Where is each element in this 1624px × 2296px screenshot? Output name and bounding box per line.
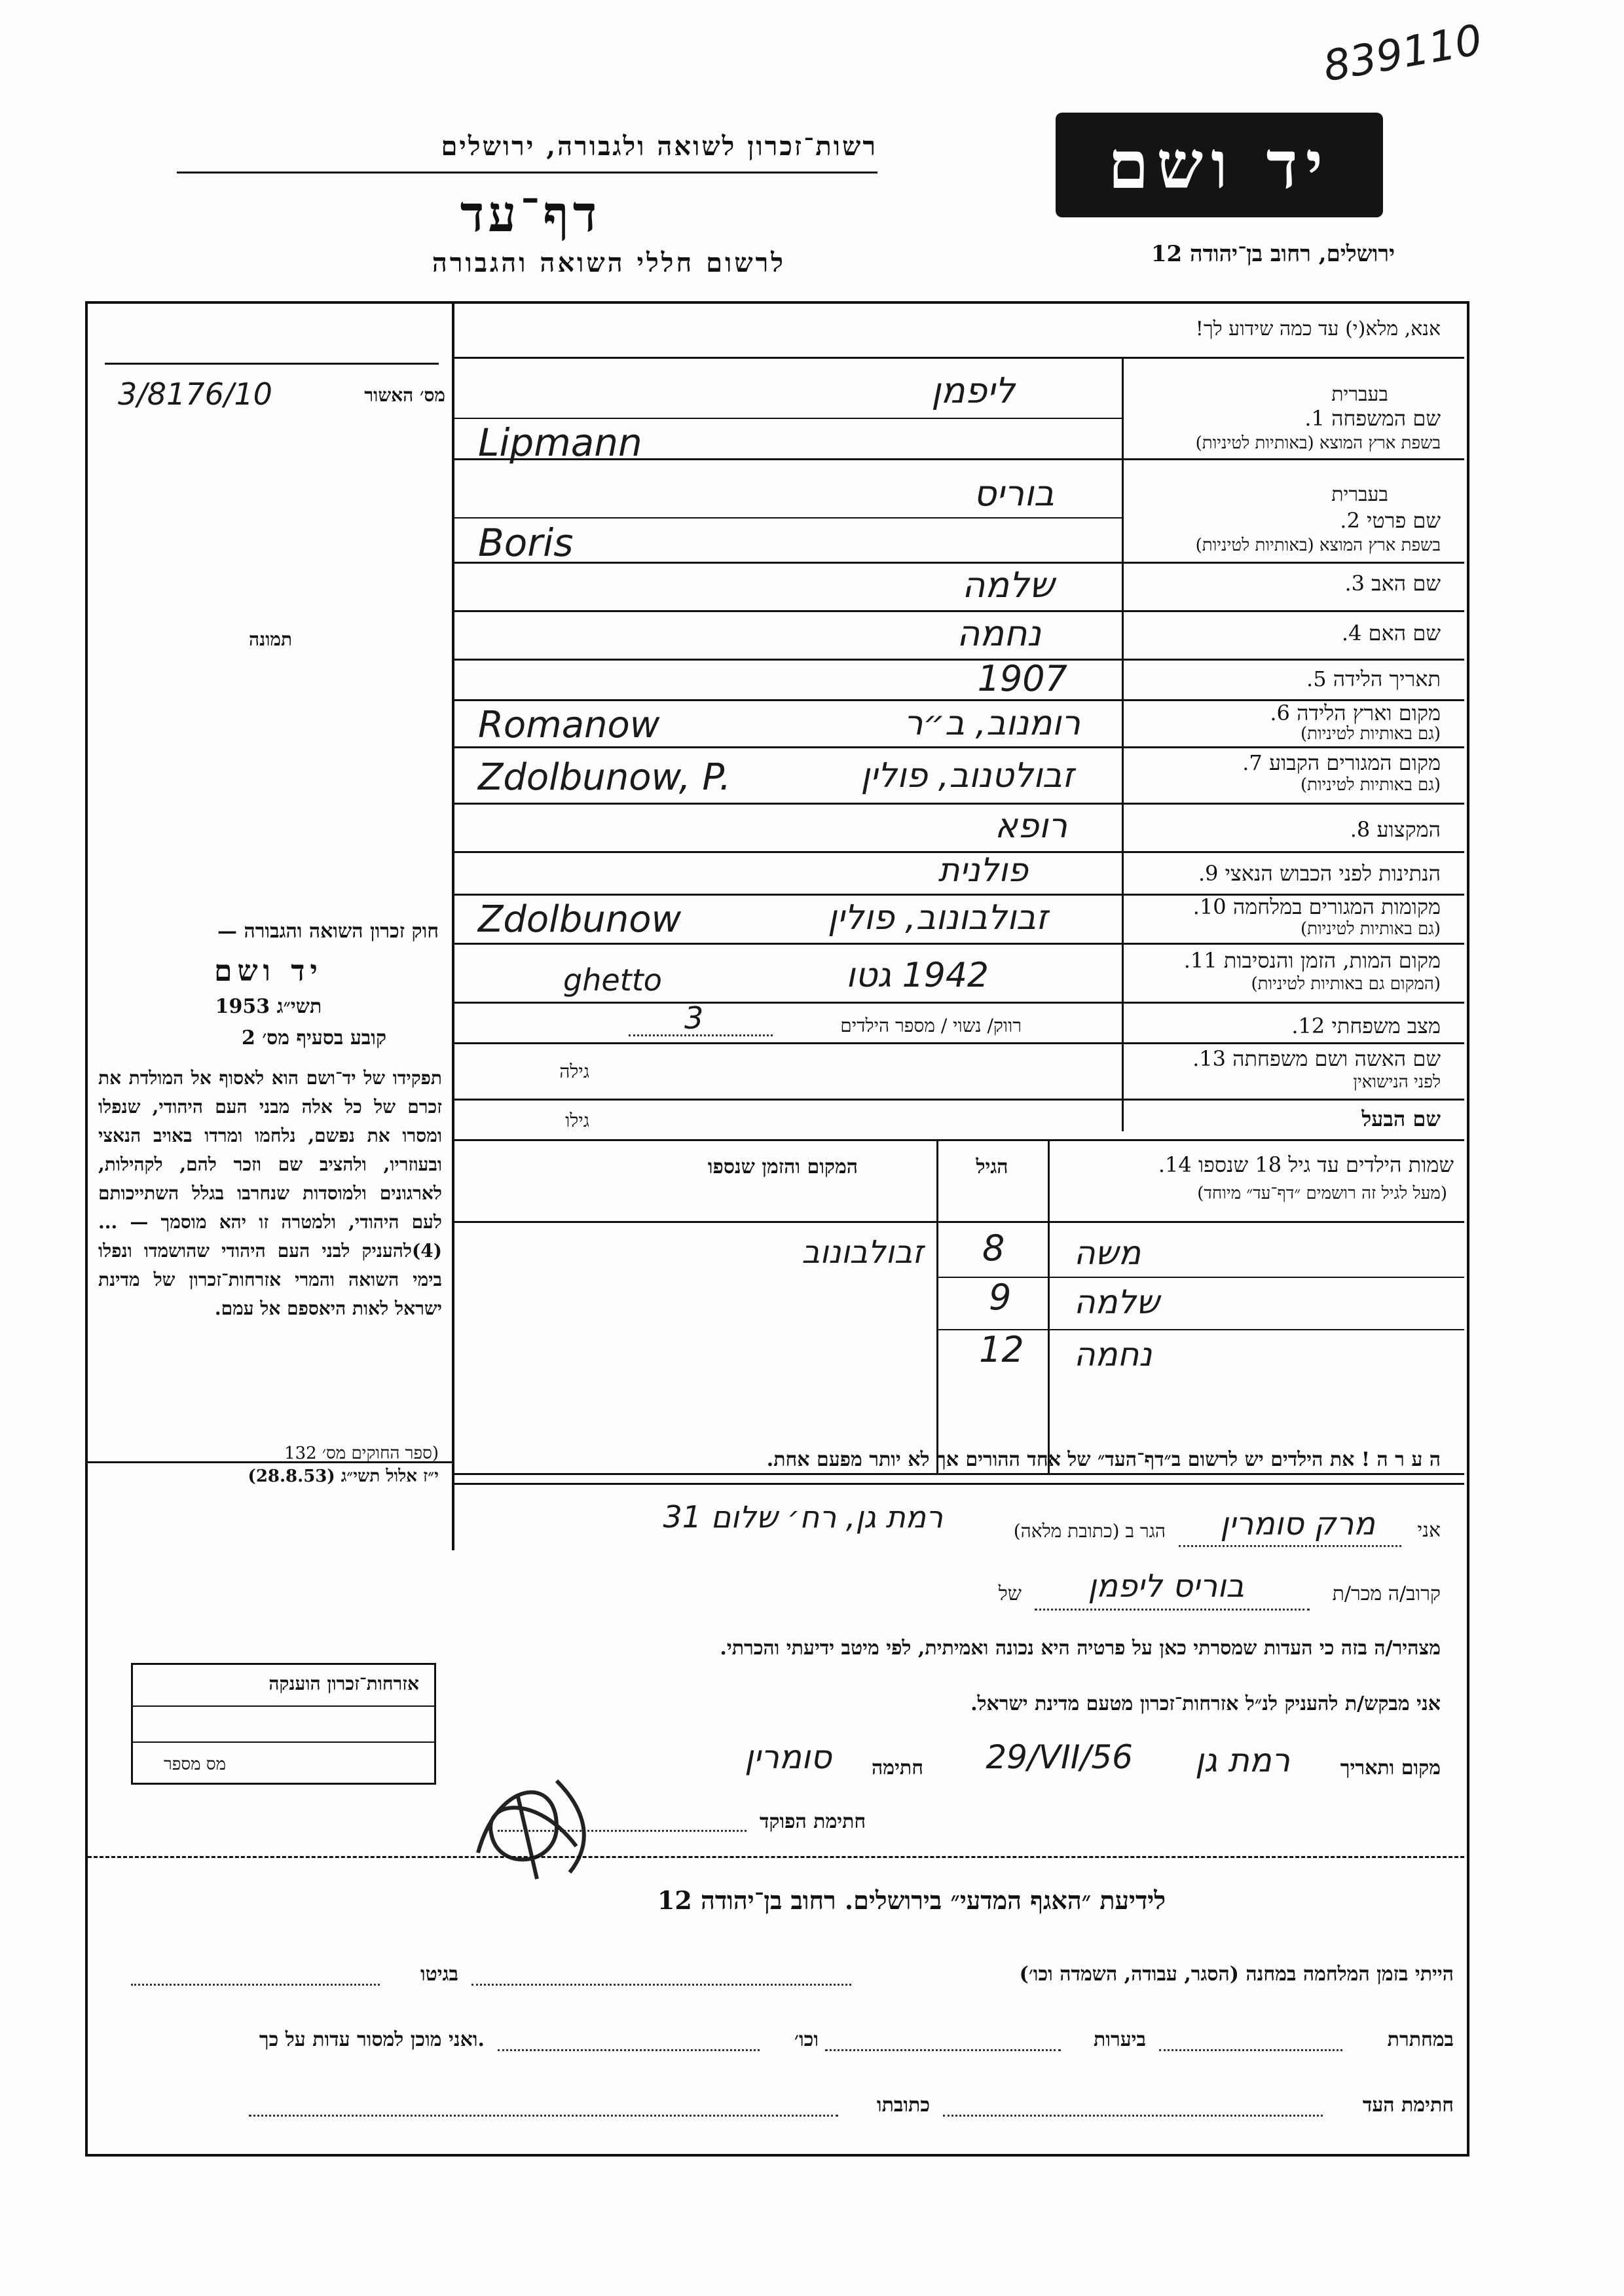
decl-of-label: של [998,1582,1022,1605]
field-12-children-count: 3 [684,1000,704,1036]
field-6-label: מקום וארץ הלידה [1297,701,1441,725]
field-9-num: 9. [1198,861,1219,886]
yad-vashem-logo [1056,113,1383,217]
child-2-name: שלמה [1074,1283,1160,1321]
field-10-label: מקומות המגורים במלחמה [1232,894,1441,919]
footer-witness-signature-label: חתימת העד [1362,2094,1454,2117]
field-husband-label: שם הבעל [1361,1106,1441,1131]
field-13-label: שם האשה ושם משפחתה [1232,1046,1441,1071]
logo-text: יד ושם [1108,126,1331,204]
decl-relation-label: קרוב/ה מכר/ת [1332,1582,1441,1605]
law-body: תפקידו של יד־ושם הוא לאסוף אל המולדת את זכרם של כל אלה מבני העם היהודי, שנפלו ומסרו את נפשם, נלחמו ומרדו באויב הנאצי ובעוזריו, ולהציב שם וזכר להם, לקהילות, לארגונים ולמוסדות שנחרבו בגלל השתייכותם לעם היהודי, ולמטרה זו יהא מוסמך — ...(4)להעניק לבני העם היהודי שהושמדו ונפלו בימי השואה והמרי אזרחות־זכרון של מדינת ישראל לאות היאספם אל עמם. [98,1067,442,1319]
logo-address: ירושלים, רחוב בן־יהודה 12 [1151,241,1395,267]
children-label: שמות הילדים עד גיל 18 שנספו [1198,1152,1454,1177]
field-4-num: 4. [1341,621,1362,646]
field-8-value: רופא [995,807,1067,846]
decl-address-label: הגר ב (כתובת מלאה) [1013,1520,1166,1542]
decl-address-value: רמת גן, רח׳ שלום 31 [663,1499,943,1535]
field-10-latin: Zdolbunow [478,898,682,941]
field-4-label: שם האם [1368,621,1441,646]
field-husband-age-label: גילו [565,1110,589,1131]
field-3-value: שלמה [962,564,1054,606]
field-12-label: מצב משפחתי [1331,1013,1441,1038]
decl-request: אני מבקש/ת להעניק לנ״ל אזרחות־זכרון מטעם מדינת ישראל. [970,1692,1441,1715]
law-year-hebrew: תשי״ג [276,995,322,1018]
in-hebrew-2: בעברית [1331,483,1388,506]
decl-place-value: רמת גן [1194,1741,1290,1779]
field-2-hebrew: בוריס [973,473,1054,514]
decl-relation-name: בוריס ליפמן [1088,1568,1244,1605]
top-right-handwriting: 839110 [1320,16,1486,92]
form-subtitle: לרשום חללי השואה והגבורה [432,247,786,278]
field-12-value: רווק/ נשוי / מספר הילדים [840,1015,1022,1036]
field-13-age-label: גילה [559,1061,589,1082]
field-11-latin: ghetto [563,962,662,998]
footer-line-3 [118,2082,1454,2128]
footer-line-2 [118,2016,1454,2062]
footer-etc-label: וכו׳ [794,2028,819,2051]
officer-stamp-signature [458,1755,616,1886]
field-8-num: 8. [1350,817,1371,842]
footer-heading: לידיעת ״האגף המדעי״ בירושלים. רחוב בן־יהודה 12 [657,1886,1166,1915]
form-title: דף־עד [460,185,601,243]
field-2-num: 2. [1340,508,1360,533]
citizenship-number-prefix: מס [206,1755,227,1774]
field-2-label: שם פרטי [1367,508,1441,533]
field-10-num: 10. [1192,894,1227,919]
field-10-sub: (גם באותיות לטיניות) [1300,919,1441,939]
field-11-sub: (המקום גם באותיות לטיניות) [1251,974,1441,994]
field-12-num: 12. [1291,1013,1325,1038]
law-source: (ספר החוקים מס׳ 132 [284,1444,439,1463]
children-place-header: המקום והזמן שנספו [707,1156,858,1178]
field-10-value: זבולבונוב, פולין [827,898,1048,938]
child-1-name: משה [1074,1234,1141,1272]
child-3-age: 12 [979,1329,1024,1370]
authority-line: רשות־זכרון לשואה ולגבורה, ירושלים [441,131,877,162]
registration-label: מס׳ האשור [364,384,445,406]
field-7-latin: Zdolbunow, P. [478,756,731,799]
field-13-num: 13. [1192,1046,1226,1071]
declaration-line-1 [458,1499,1441,1552]
in-hebrew-1: בעברית [1331,383,1388,406]
intro-text: אנא, מלא(י) עד כמה שידוע לך! [1195,318,1441,340]
field-7-label: מקום המגורים הקבוע [1268,750,1441,775]
children-sub: (מעל לגיל זה רושמים ״דף־עד״ מיוחד) [1197,1184,1447,1203]
footer-address-label: כתובתו [876,2094,930,2117]
field-5-num: 5. [1306,666,1327,691]
field-9-label: הנתינות לפני הכבוש הנאצי [1225,861,1441,886]
decl-statement: מצהיר/ה בזה כי העדות שמסרתי כאן על פרטיה היא נכונה ואמיתית, לפי מיטב ידיעתי והכרתי. [720,1637,1441,1660]
citizenship-box-title: אזרחות־זכרון הוענקה [268,1673,419,1694]
field-6-value: רומנוב, ב״ר [904,704,1080,743]
field-6-latin: Romanow [478,704,660,746]
law-name: יד ושם [214,955,323,988]
decl-signature-label: חתימה [872,1757,923,1779]
child-2-age: 9 [989,1277,1012,1318]
field-5-label: תאריך הלידה [1333,666,1441,691]
citizenship-number-label: מספר [164,1755,201,1774]
decl-place-date-label: מקום ותאריך [1340,1757,1441,1779]
child-1-place: זבולבונוב [802,1234,923,1271]
registration-ticks [105,340,439,365]
field-8-label: המקצוע [1376,817,1441,842]
declaration-line-2 [458,1568,1441,1614]
law-heading: חוק זכרון השואה והגבורה — [217,920,439,943]
children-num: 14. [1158,1152,1192,1177]
citizenship-box-number [144,1755,419,1774]
footer-forests-label: ביערות [1093,2028,1146,2051]
decl-ani: אני [1417,1519,1441,1542]
decl-signature-value: סומרין [744,1738,832,1776]
children-note: ה ע ר ה ! את הילדים יש לרשום ב״דף־העד״ של אחד ההורים אך לא יותר מפעם אחת. [766,1448,1441,1471]
footer-line-1 [118,1951,1454,1997]
field-6-num: 6. [1270,701,1290,725]
law-clause: קובע בסעיף מס׳ 2 [241,1027,386,1049]
field-11-num: 11. [1183,948,1217,973]
decl-officer-label: חתימת הפוקד [760,1810,866,1833]
field-6-sub: (גם באותיות לטיניות) [1300,724,1441,744]
field-9-value: פולנית [938,851,1028,889]
field-5-value: 1907 [977,658,1067,699]
footer-underground-label: במחתרת [1387,2028,1454,2051]
field-1-label: שם המשפחה [1331,406,1441,431]
field-1-sub: בשפת ארץ המוצא (באותיות לטיניות) [1195,433,1441,453]
field-7-value: זבולטנוב, פולין [860,756,1074,795]
child-1-age: 8 [982,1228,1005,1269]
decl-date-value: 29/VII/56 [986,1738,1133,1776]
registration-number: 3/8176/10 [118,376,272,412]
field-7-num: 7. [1242,750,1263,775]
law-source-date: י״ז אלול תשי״ג (28.8.53) [248,1467,439,1486]
field-3-label: שם האב [1371,571,1441,596]
decl-declarant-name: מרק סומרין [1220,1506,1375,1542]
field-13-sub: לפני הנישואין [1353,1072,1441,1092]
registration-row [105,376,445,416]
field-2-sub: בשפת ארץ המוצא (באותיות לטיניות) [1195,536,1441,555]
footer-ghetto-label: בגיטו [420,1963,458,1986]
field-1-num: 1. [1304,406,1325,431]
law-year: 1953 [215,995,270,1018]
field-1-latin: Lipmann [478,420,642,465]
field-4-value: נחמה [957,613,1041,654]
field-7-sub: (גם באותיות לטיניות) [1300,775,1441,795]
child-3-name: נחמה [1074,1336,1153,1374]
children-age-header: הגיל [976,1156,1008,1178]
field-11-label: מקום המות, הזמן והנסיבות [1223,948,1441,973]
footer-camp-label: הייתי בזמן המלחמה במחנה (הסגר, עבודה, השמדה וכו׳) [1019,1963,1454,1986]
photo-label: תמונה [249,629,293,650]
field-11-value: 1942 גטו [845,956,989,995]
field-2-latin: Boris [478,520,574,565]
field-1-hebrew: ליפמן [931,370,1015,411]
footer-testify-label: ואני מוכן למסור עדות על כך. [259,2028,485,2051]
field-3-num: 3. [1344,571,1365,596]
